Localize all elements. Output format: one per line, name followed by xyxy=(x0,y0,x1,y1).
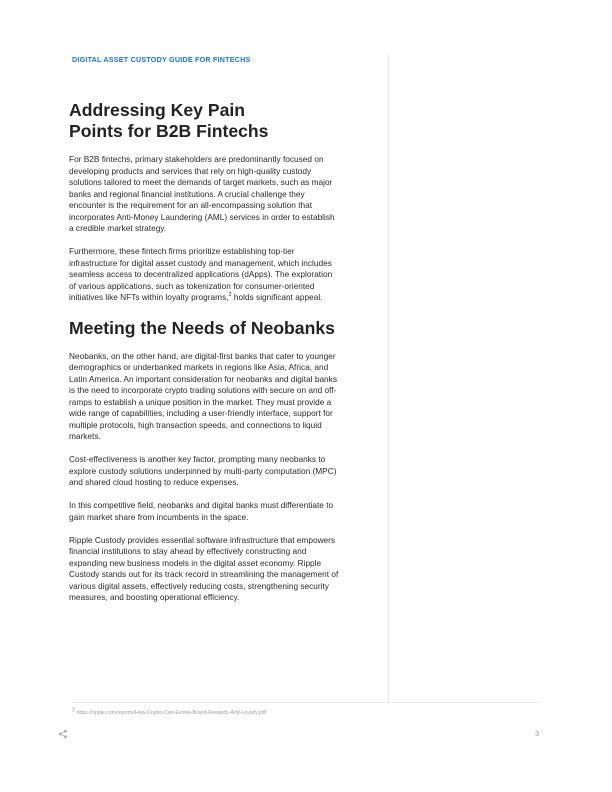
paragraph: Ripple Custody provides essential software infrastructure that empowers financial institutions to stay ahead by effectively constructing and expanding new business models in the digital asset economy. Ripple Custody stands out for its track record in streamlining the management of various digital assets, effectively reducing costs, strengthening security measures, and boosting operational efficiency. xyxy=(69,534,339,602)
ripple-logo-icon xyxy=(58,729,68,739)
section-title-neobanks: Meeting the Needs of Neobanks xyxy=(69,317,335,338)
paragraph: In this competitive field, neobanks and digital banks must differentiate to gain market share from incumbents in the space. xyxy=(69,500,334,522)
document-header-label: DIGITAL ASSET CUSTODY GUIDE FOR FINTECHS xyxy=(72,55,251,64)
paragraph: Neobanks, on the other hand, are digital-first banks that cater to younger demographics or underbanked markets in regions like Asia, Africa, and Latin America. An important consideration for neobanks and digital banks is the need to incorporate crypto trading solutions with secure on and off-ramps to establish a unique position in the market. They must provide a wide range of capabilities, including a user-friendly interface, support for multiple protocols, high transaction speeds, and connections to liquid markets. xyxy=(69,350,337,441)
paragraph: Furthermore, these fintech firms prioritize establishing top-tier infrastructure for digital asset custody and management, which includes seamless access to decentralized applications (dApps). The exploration of various applications, such as tokenization for consumer-oriented initiatives like NFTs within loyalty programs,$^2$ holds significant appeal. xyxy=(69,246,333,302)
main-content xyxy=(69,100,341,615)
paragraph: Cost-effectiveness is another key factor, prompting many neobanks to explore custody solutions underpinned by multi-party computation (MPC) and shared cloud hosting to reduce expenses. xyxy=(69,454,337,487)
footnote[interactable]: $^2$ https://ripple.com/reports/How-Crypto-Can-Evolve-Brand-Rewards-And-Loyalty.pdf xyxy=(72,707,267,716)
page-number: 3 xyxy=(535,729,540,738)
section-title-b2b: Addressing Key Pain Points for B2B Fintechs xyxy=(69,100,269,141)
paragraph: For B2B fintechs, primary stakeholders are predominantly focused on developing products and services that rely on high-quality custody solutions tailored to meet the demands of target markets, such as major banks and regional financial institutions. A crucial challenge they encounter is the requirement for an all-encompassing solution that incorporates Anti-Money Laundering (AML) services in order to establish a credible market strategy. xyxy=(69,154,335,233)
footnote-ref[interactable]: 2 xyxy=(228,292,232,299)
column-divider xyxy=(388,55,389,703)
footnote-divider xyxy=(72,702,540,703)
